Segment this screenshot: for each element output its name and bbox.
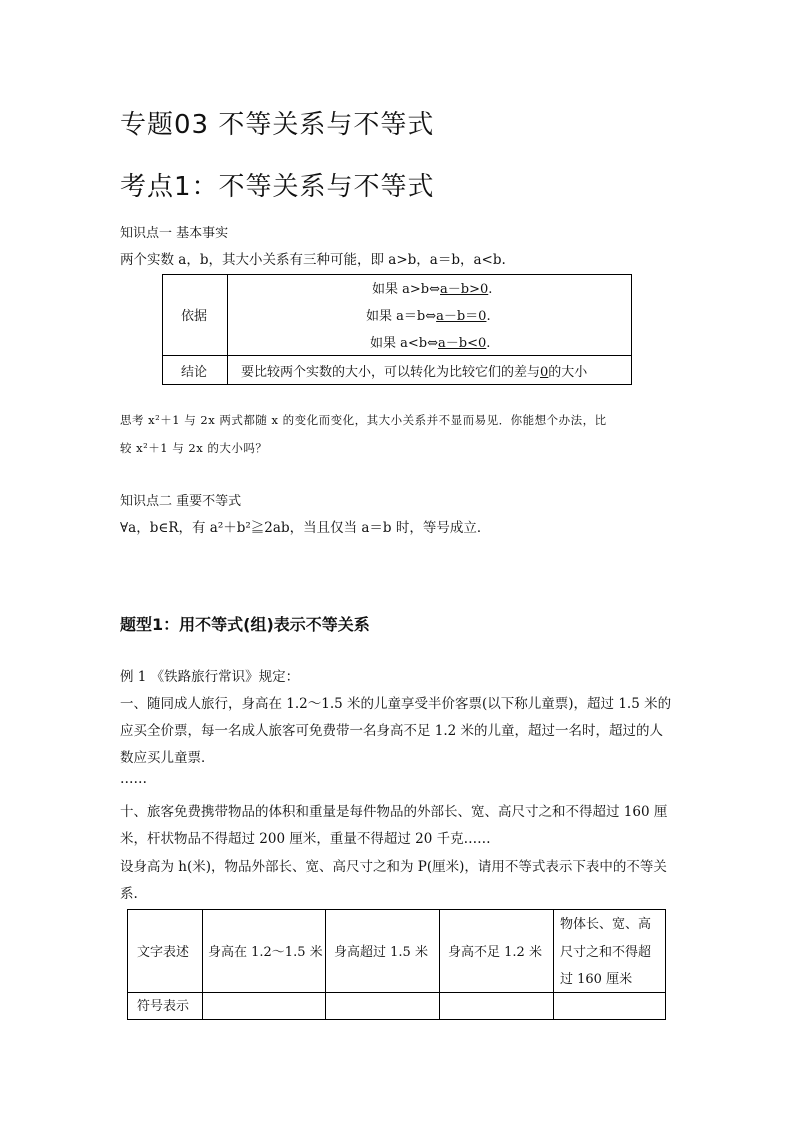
think-question-line-2: 较 x²＋1 与 2x 的大小吗？ bbox=[120, 441, 268, 455]
header-text-description: 文字表述 bbox=[137, 945, 190, 960]
rule-1-line-3: 数应买儿童票． bbox=[120, 750, 215, 766]
section-title: 考点1：不等关系与不等式 bbox=[120, 172, 435, 202]
inequality-table bbox=[127, 909, 666, 1020]
rule-10-line-1: 十、旅客免费携带物品的体积和重量是每件物品的外部长、宽、高尺寸之和不得超过 160 厘 bbox=[120, 804, 668, 820]
knowledge-point-1-heading: 知识点一 基本事实 bbox=[120, 226, 229, 241]
header-height-under: 身高不足 1.2 米 bbox=[448, 945, 542, 960]
header-height-range: 身高在 1.2～1.5 米 bbox=[208, 945, 323, 960]
header-size-line-3: 过 160 厘米 bbox=[560, 972, 633, 987]
knowledge-point-1-intro: 两个实数 a，b，其大小关系有三种可能，即 a>b，a＝b，a<b. bbox=[120, 252, 506, 268]
basis-line-3: 如果 a<b⇔a－b<0. bbox=[370, 336, 491, 351]
basis-line-1: 如果 a>b⇔a－b>0. bbox=[372, 282, 493, 297]
header-height-over: 身高超过 1.5 米 bbox=[334, 945, 428, 960]
knowledge-point-2-heading: 知识点二 重要不等式 bbox=[120, 494, 242, 509]
row-symbol-label: 符号表示 bbox=[137, 999, 190, 1014]
example-1-intro: 例 1 《铁路旅行常识》规定： bbox=[120, 669, 300, 685]
question-type-1-heading: 题型1：用不等式(组)表示不等关系 bbox=[120, 615, 370, 634]
important-inequality: ∀a，b∈R，有 a²＋b²≧2ab，当且仅当 a＝b 时，等号成立． bbox=[120, 520, 491, 536]
task-line-2: 系. bbox=[120, 886, 138, 902]
header-size-line-1: 物体长、宽、高 bbox=[560, 917, 652, 932]
basis-label: 依据 bbox=[181, 309, 208, 324]
rule-1-line-2: 应买全价票，每一名成人旅客可免费带一名身高不足 1.2 米的儿童，超过一名时，超过的人 bbox=[120, 723, 664, 739]
think-question-line-1: 思考 x²＋1 与 2x 两式都随 x 的变化而变化，其大小关系并不显而易见．你能想个办法，比 bbox=[120, 413, 607, 427]
task-line-1: 设身高为 h(米)，物品外部长、宽、高尺寸之和为 P(厘米)，请用不等式表示下表中的不等关 bbox=[120, 859, 667, 875]
rule-10-line-2: 米，杆状物品不得超过 200 厘米，重量不得超过 20 千克…… bbox=[120, 831, 491, 847]
conclusion-label: 结论 bbox=[181, 365, 208, 380]
ellipsis: …… bbox=[120, 771, 147, 787]
header-size-line-2: 尺寸之和不得超 bbox=[560, 945, 652, 960]
rule-1-line-1: 一、随同成人旅行，身高在 1.2～1.5 米的儿童享受半价客票(以下称儿童票)，超过 1.5 米的 bbox=[120, 696, 672, 712]
document-title: 专题03 不等关系与不等式 bbox=[120, 110, 435, 140]
conclusion-text: 要比较两个实数的大小，可以转化为比较它们的差与0的大小 bbox=[241, 365, 588, 380]
basic-facts-table bbox=[162, 274, 632, 385]
basis-line-2: 如果 a＝b⇔a－b＝0. bbox=[366, 309, 491, 324]
